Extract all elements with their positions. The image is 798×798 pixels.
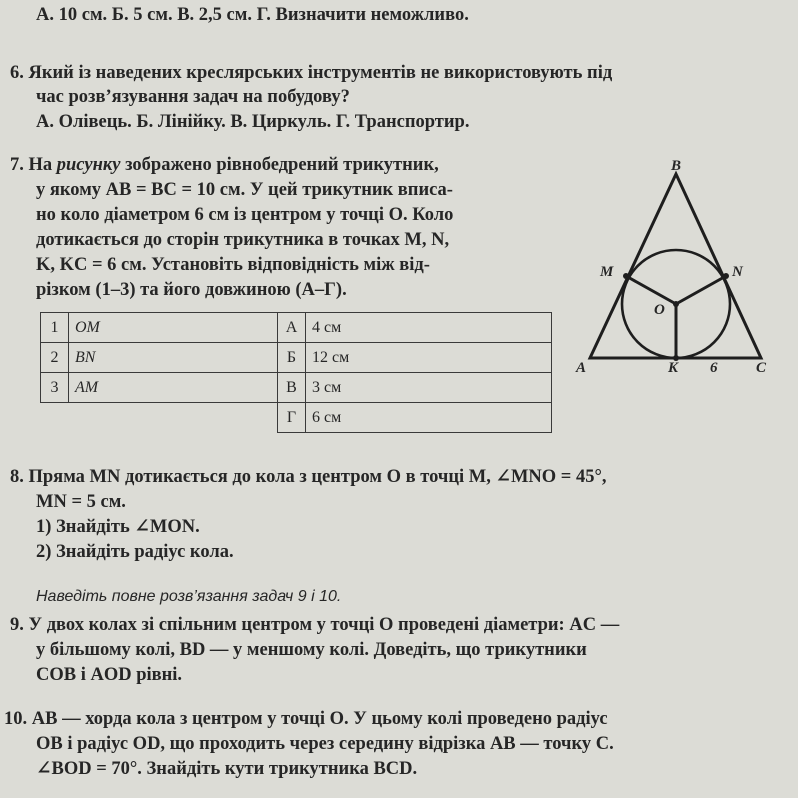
table-row <box>41 313 552 343</box>
q7-l1c: зображено рівнобедрений трикутник, <box>120 155 439 175</box>
left-value: BN <box>69 343 278 373</box>
q9-line3: COB і AOD рівні. <box>36 665 183 685</box>
triangle-figure <box>568 150 790 382</box>
q8-line2: MN = 5 см. <box>36 492 126 512</box>
q7-line2: у якому AB = BC = 10 см. У цей трикутник вписа- <box>36 180 453 200</box>
question-10 <box>4 708 608 730</box>
matching-table <box>40 312 552 433</box>
right-letter: Г <box>278 403 306 433</box>
left-num: 3 <box>41 373 69 403</box>
q10-line3: ∠BOD = 70°. Знайдіть кути трикутника BCD. <box>36 759 418 779</box>
q7-line5: K, KC = 6 см. Установіть відповідність між від- <box>36 255 430 275</box>
q9-line2: у більшому колі, BD — у меншому колі. Доведіть, що трикутники <box>36 640 587 660</box>
table-row <box>41 343 552 373</box>
right-letter: В <box>278 373 306 403</box>
label-six: 6 <box>710 360 718 376</box>
label-k: K <box>668 360 679 376</box>
q6-line1: Який із наведених креслярських інструментів не використовують під <box>28 63 613 83</box>
q6-line2: час розв’язування задач на побудову? <box>36 87 350 107</box>
label-m: M <box>600 264 614 280</box>
point-n <box>723 273 729 279</box>
solution-note: Наведіть повне розв’язання задач 9 і 10. <box>36 588 342 605</box>
q9-number: 9. <box>10 615 24 635</box>
question-6 <box>10 62 612 84</box>
right-value: 12 см <box>306 343 552 373</box>
q8-line3: 1) Знайдіть ∠MON. <box>36 517 200 537</box>
q8-number: 8. <box>10 467 24 487</box>
q7-number: 7. <box>10 155 24 175</box>
table-row <box>41 373 552 403</box>
right-value: 6 см <box>306 403 552 433</box>
radius-om <box>626 276 676 304</box>
q7-l1a: На <box>28 155 57 175</box>
right-letter: Б <box>278 343 306 373</box>
q7-line4: дотикається до сторін трикутника в точках M, N, <box>36 230 450 250</box>
label-a: A <box>576 360 587 376</box>
q6-number: 6. <box>10 63 24 83</box>
question-9 <box>10 614 619 636</box>
left-num: 1 <box>41 313 69 343</box>
prev-answers-line: А. 10 см. Б. 5 см. В. 2,5 см. Г. Визначити неможливо. <box>36 5 469 25</box>
q10-number: 10. <box>4 709 28 729</box>
q8-line1: Пряма MN дотикається до кола з центром O в точці M, ∠MNO = 45°, <box>28 467 607 487</box>
q10-line2: OB і радіус OD, що проходить через середину відрізка AB — точку C. <box>36 734 614 754</box>
q9-line1: У двох колах зі спільним центром у точці O проведені діаметри: AC — <box>28 615 620 635</box>
point-m <box>623 273 629 279</box>
q7-line3: но коло діаметром 6 см із центром у точці O. Коло <box>36 205 454 225</box>
right-value: 3 см <box>306 373 552 403</box>
q7-l1b: рисунку <box>56 155 121 175</box>
q10-line1: AB — хорда кола з центром у точці O. У цьому колі проведено радіус <box>31 709 608 729</box>
right-value: 4 см <box>306 313 552 343</box>
q6-answers: А. Олівець. Б. Лінійку. В. Циркуль. Г. Транспортир. <box>36 112 470 132</box>
left-num: 2 <box>41 343 69 373</box>
label-n: N <box>732 264 743 280</box>
left-value: AM <box>69 373 278 403</box>
label-o: O <box>654 302 665 318</box>
right-letter: А <box>278 313 306 343</box>
label-b: B <box>671 158 682 174</box>
center-o-point <box>673 301 679 307</box>
q8-line4: 2) Знайдіть радіус кола. <box>36 542 234 562</box>
table-row <box>41 403 552 433</box>
left-value: OM <box>69 313 278 343</box>
q7-line6: різком (1–3) та його довжиною (А–Г). <box>36 280 347 300</box>
question-7 <box>10 154 439 176</box>
radius-on <box>676 276 726 304</box>
question-8 <box>10 466 607 488</box>
label-c: C <box>756 360 767 376</box>
